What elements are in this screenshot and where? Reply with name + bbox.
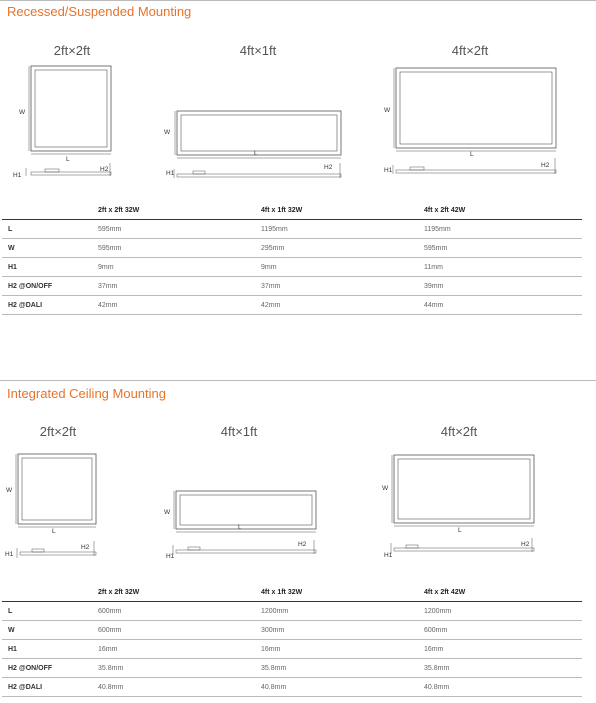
table-cell: 37mm	[98, 277, 261, 296]
table-cell: 16mm	[424, 640, 582, 659]
dim-h2: H2	[81, 544, 90, 551]
table-header: 4ft x 1ft 32W	[261, 204, 424, 220]
row-label: H2 @DALI	[2, 296, 98, 315]
panel-diagram-4x2	[378, 452, 548, 564]
table-row	[2, 659, 582, 678]
table-header-row	[2, 204, 582, 220]
row-label: H2 @ON/OFF	[2, 659, 98, 678]
dim-l: L	[458, 527, 462, 534]
dim-w: W	[164, 509, 171, 516]
table-cell: 16mm	[261, 640, 424, 659]
table-header: 4ft x 1ft 32W	[261, 586, 424, 602]
spec-table	[2, 586, 582, 697]
table-cell: 1195mm	[261, 220, 424, 239]
dim-w: W	[164, 129, 171, 136]
table-cell: 600mm	[98, 602, 261, 621]
dim-l: L	[66, 156, 70, 163]
table-row	[2, 678, 582, 697]
table-cell: 40.8mm	[98, 678, 261, 697]
table-cell: 595mm	[98, 220, 261, 239]
section-integrated	[0, 380, 596, 703]
panel-label-2x2: 2ft×2ft	[53, 43, 91, 58]
table-cell: 595mm	[424, 239, 582, 258]
panel-label-4x1: 4ft×1ft	[220, 424, 258, 439]
table-cell: 42mm	[98, 296, 261, 315]
table-cell: 1195mm	[424, 220, 582, 239]
table-row	[2, 640, 582, 659]
row-label: H1	[2, 258, 98, 277]
dim-h2: H2	[324, 164, 333, 171]
table-cell: 1200mm	[261, 602, 424, 621]
table-row	[2, 277, 582, 296]
table-row	[2, 602, 582, 621]
dim-h1: H1	[166, 170, 175, 177]
table-row	[2, 621, 582, 640]
table-row	[2, 296, 582, 315]
table-header-row	[2, 586, 582, 602]
table-cell: 39mm	[424, 277, 582, 296]
table-header	[2, 586, 98, 602]
table-cell: 600mm	[424, 621, 582, 640]
row-label: H2 @DALI	[2, 678, 98, 697]
table-cell: 44mm	[424, 296, 582, 315]
section-title: Integrated Ceiling Mounting	[7, 386, 166, 401]
row-label: W	[2, 621, 98, 640]
section-title: Recessed/Suspended Mounting	[7, 4, 192, 19]
table-cell: 42mm	[261, 296, 424, 315]
row-label: W	[2, 239, 98, 258]
table-cell: 595mm	[98, 239, 261, 258]
dim-l: L	[470, 151, 474, 158]
table-cell: 16mm	[98, 640, 261, 659]
table-header: 2ft x 2ft 32W	[98, 586, 261, 602]
table-cell: 40.8mm	[424, 678, 582, 697]
panel-diagram-2x2	[0, 452, 110, 564]
dim-w: W	[382, 485, 389, 492]
table-cell: 40.8mm	[261, 678, 424, 697]
dim-h1: H1	[13, 172, 22, 179]
table-cell: 35.8mm	[98, 659, 261, 678]
table-row	[2, 239, 582, 258]
dim-h2: H2	[298, 541, 307, 548]
dim-w: W	[19, 109, 26, 116]
section-recessed	[0, 0, 596, 340]
row-label: L	[2, 602, 98, 621]
dim-h2: H2	[521, 541, 530, 548]
table-cell: 300mm	[261, 621, 424, 640]
dim-h1: H1	[5, 551, 14, 558]
table-cell: 9mm	[98, 258, 261, 277]
panel-diagram-2x2	[0, 64, 130, 184]
dim-h1: H1	[166, 553, 175, 560]
table-cell: 37mm	[261, 277, 424, 296]
panel-label-4x1: 4ft×1ft	[239, 43, 277, 58]
panel-diagram-4x2	[380, 66, 560, 182]
section-divider	[0, 380, 596, 381]
dim-l: L	[238, 524, 242, 531]
panel-label-2x2: 2ft×2ft	[39, 424, 77, 439]
dim-l: L	[52, 528, 56, 535]
table-cell: 295mm	[261, 239, 424, 258]
dim-w: W	[6, 487, 13, 494]
table-cell: 11mm	[424, 258, 582, 277]
panel-diagram-4x1	[160, 488, 320, 564]
dim-h2: H2	[541, 162, 550, 169]
dim-h1: H1	[384, 167, 393, 174]
dim-w: W	[384, 107, 391, 114]
row-label: L	[2, 220, 98, 239]
table-cell: 600mm	[98, 621, 261, 640]
table-cell: 35.8mm	[424, 659, 582, 678]
table-cell: 35.8mm	[261, 659, 424, 678]
table-cell: 9mm	[261, 258, 424, 277]
section-divider	[0, 0, 596, 1]
table-header	[2, 204, 98, 220]
dim-h1: H1	[384, 552, 393, 559]
table-header: 4ft x 2ft 42W	[424, 204, 582, 220]
table-cell: 1200mm	[424, 602, 582, 621]
table-row	[2, 220, 582, 239]
panel-diagram-4x1	[160, 100, 350, 182]
dim-h2: H2	[100, 166, 109, 173]
dim-l: L	[254, 150, 258, 157]
spec-table	[2, 204, 582, 315]
table-header: 2ft x 2ft 32W	[98, 204, 261, 220]
row-label: H1	[2, 640, 98, 659]
panel-label-4x2: 4ft×2ft	[440, 424, 478, 439]
row-label: H2 @ON/OFF	[2, 277, 98, 296]
table-header: 4ft x 2ft 42W	[424, 586, 582, 602]
panel-label-4x2: 4ft×2ft	[451, 43, 489, 58]
table-row	[2, 258, 582, 277]
